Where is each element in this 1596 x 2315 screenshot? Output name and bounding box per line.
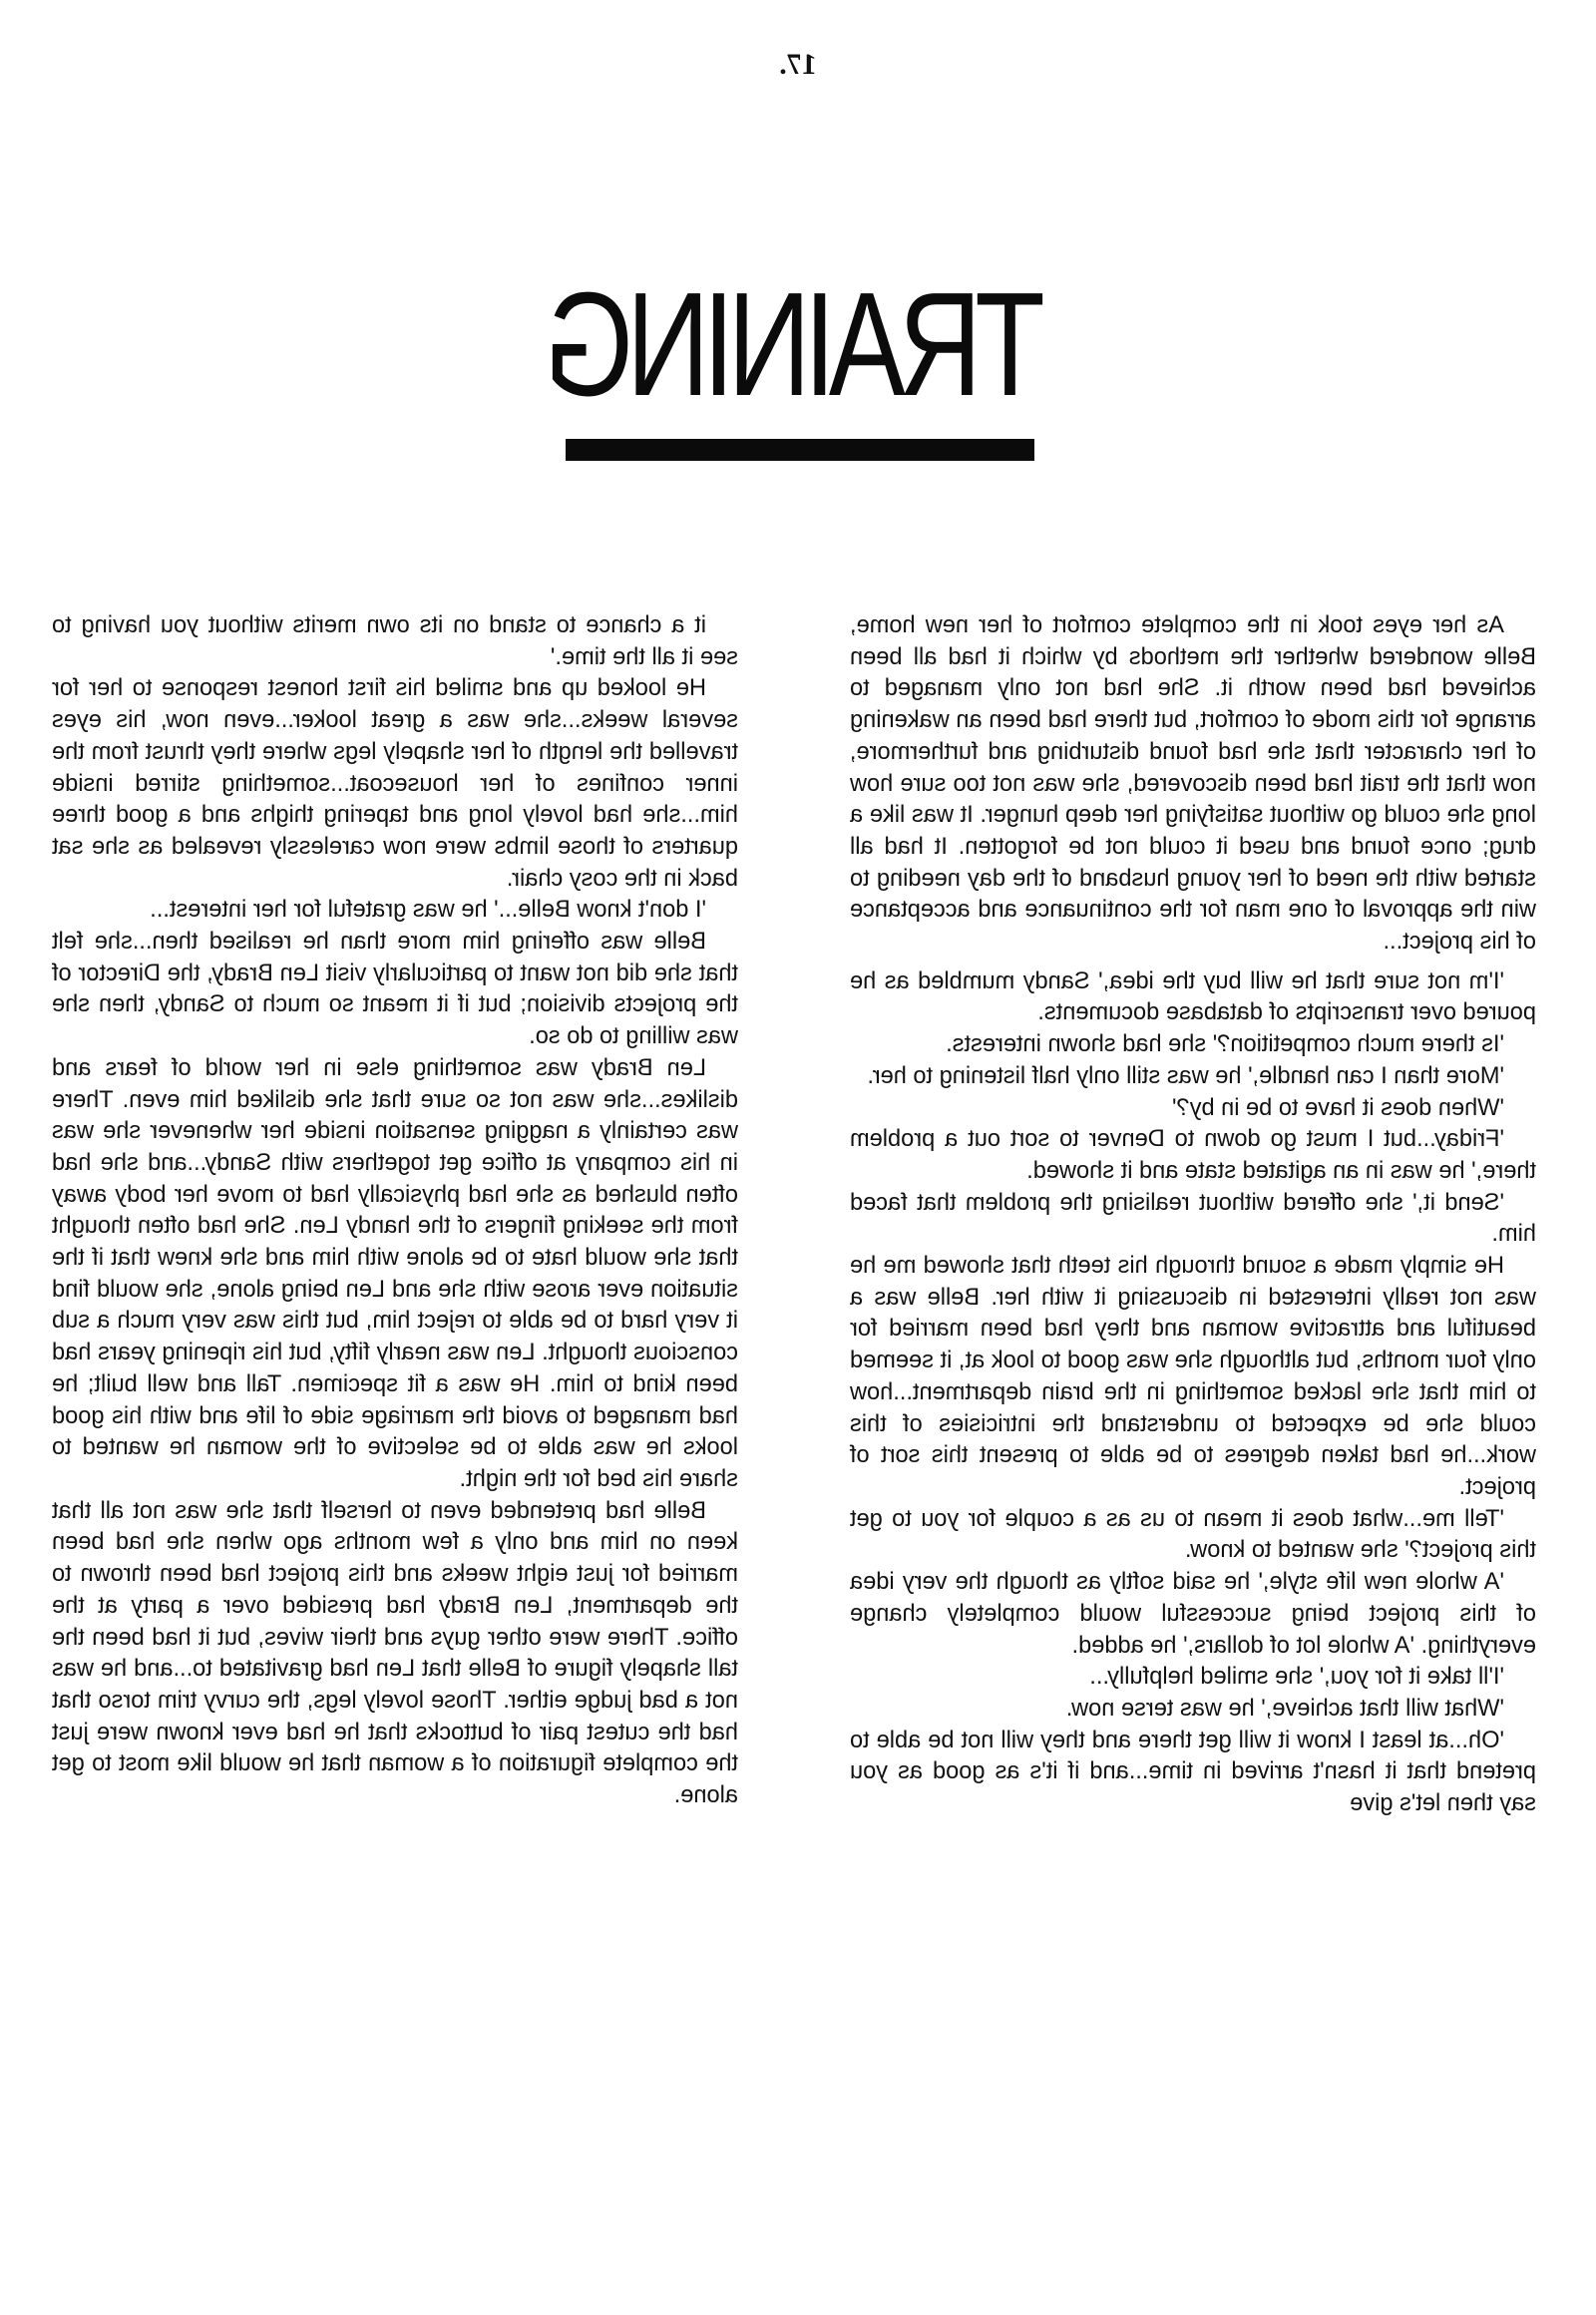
paragraph: 'What will that achieve,' he was terse now. xyxy=(1065,1695,1504,1722)
paragraph: 'Send it,' she offered without realising the problem that faced him. xyxy=(850,1189,1536,1248)
paragraph: 'A whole new life style,' he said softly as though the very idea of this project being successful would completely change everything. 'A whole lot of dollars,' he added. xyxy=(850,1569,1536,1659)
left-text-column xyxy=(850,610,1536,1820)
paragraph: 'Is there much competition?' she had shown interests. xyxy=(946,1031,1504,1058)
paragraph: 'I don't know Belle...' he was grateful for her interest... xyxy=(150,897,706,924)
paragraph: 'I'll take it for you,' she smiled helpfully... xyxy=(1089,1664,1504,1691)
paragraph: He simply made a sound through his teeth that showed me he was not really interested in discussing it with her. Belle was a beautiful and attractive woman and they had been married for only four months, but although she was good to look at, it seemed to him that she lacked something in the brain department...how could she be expected to understand the intricisies of this work...he had taken degrees to be able to present this sort of project. xyxy=(850,1253,1536,1500)
page-number: 17. xyxy=(779,48,817,81)
right-text-column xyxy=(52,610,738,1812)
paragraph: it a chance to stand on its own merits without you having to see it all the time.' xyxy=(52,612,738,670)
chapter-title: TRAINING xyxy=(551,262,1045,427)
title-underline-bar xyxy=(566,439,1034,461)
paragraph: 'Friday...but I must go down to Denver to sort out a problem there,' he was in an agitated state and it showed. xyxy=(850,1126,1536,1184)
paragraph: As her eyes took in the complete comfort of her new home, Belle wondered whether the methods by which it had all been achieved had been worth it. She had not only managed to arrange for this mode of comfort, but there had been an wakening of her character that she had found disturbing and furthermore, now that the trait had been discovered, she was not too sure how long she could go without satisfying her deep hunger. It was like a drug; once found and used it could not be forgotten. It had all started with the need of her young husband of the day needing to win the approval of one man for the continuance and acceptance of his project... xyxy=(850,612,1536,956)
paragraph: 'I'm not sure that he will buy the idea,' Sandy mumbled as he poured over transcripts of database documents. xyxy=(850,967,1536,1026)
paragraph: 'Oh...at least I know it will get there and they will not be able to pretend that it hasn't arrived in time...and if it's as good as you say then let's give xyxy=(850,1727,1536,1817)
paragraph: Belle was offering him more than he realised then...she felt that she did not want to particularly visit Len Brady, the Director of the projects division; but if it meant so much to Sandy, then she was willing to do so. xyxy=(52,929,738,1050)
paragraph: Belle had pretended even to herself that she was not all that keen on him and only a few months ago when she had been married for just eight weeks and this project had been thrown to the department, Len Brady had presided over a party at the office. There were other guys and their wives, but it had been the tall shapely figure of Belle that Len had gravitated to...and he was not a bad judge either. Those lovely legs, the curvy trim torso that had the cutest pair of buttocks that he had ever known were just the complete figuration of a woman that he would like most to get alone. xyxy=(52,1497,738,1809)
paragraph: 'When does it have to be in by?' xyxy=(1172,1094,1504,1121)
paragraph: 'More than I can handle,' he was still only half listening to her. xyxy=(867,1062,1504,1089)
paragraph: 'Tell me...what does it mean to us as a couple for you to get this project?' she wanted to know. xyxy=(850,1505,1536,1564)
paragraph: Len Brady was something else in her world of fears and dislikes...she was not so sure that she disliked him even. There was certainly a nagging sensation inside her whenever she was in his company at office get togethers with Sandy...and she had often blushed as she had physically had to move her body away from the seeking fingers of the handy Len. She had often thought that she would hate to be alone with him and she knew that if the situation ever arose with she and Len being alone, she would find it very hard to be able to reject him, but this was very much a sub conscious thought. Len was nearly fifty, but his ripening years had been kind to him. He was a fit specimen. Tall and well built; he had managed to avoid the marriage side of life and with his good looks he was able to be selective of the woman he wanted to share his bed for the night. xyxy=(52,1054,738,1492)
paragraph: He looked up and smiled his first honest response to her for several weeks...she was a great looker...even now, his eyes travelled the length of her shapely legs where they thrust from the inner confines of her housecoat...something stirred inside him...she had lovely long and tapering thighs and a good three quarters of those limbs were now carelessly revealed as she sat back in the cosy chair. xyxy=(52,675,738,892)
